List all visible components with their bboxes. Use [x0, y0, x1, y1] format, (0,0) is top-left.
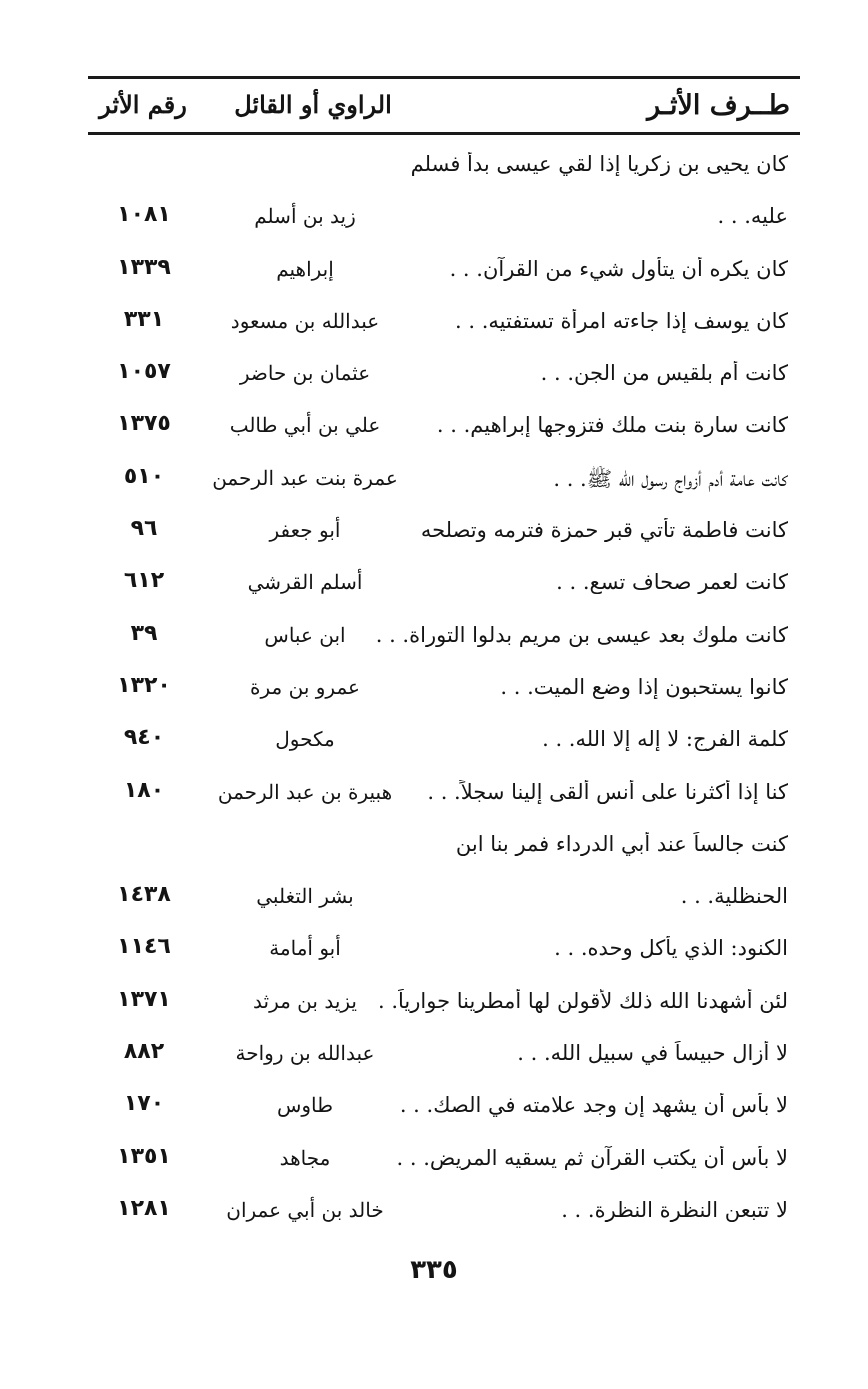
row-narrator: خالد بن أبي عمران [226, 1197, 384, 1222]
table-row [88, 977, 800, 1029]
row-text: كانت لعمر صحاف تسع. . . [556, 570, 788, 595]
table-row [88, 611, 800, 663]
row-narrator: زيد بن أسلم [254, 204, 356, 229]
row-number: ٥١٠ [123, 463, 165, 489]
row-narrator: مجاهد [279, 1145, 331, 1170]
row-number: ١٣٧١ [117, 986, 171, 1012]
top-rule [88, 76, 800, 79]
row-number: ٩٦ [130, 516, 158, 542]
row-text: كنا إذا أكثرنا على أنس ألقى إلينا سجلاً. . . [427, 779, 788, 804]
table-row [88, 245, 800, 297]
row-number: ١٧٠ [123, 1091, 165, 1117]
row-text: كانت عامة أدم أزواج رسول الله ﷺ. . . [553, 466, 788, 491]
row-narrator: عبدالله بن رواحة [235, 1041, 375, 1066]
row-text: لئن أشهدنا الله ذلك لأقولن لها أمطرينا جوارياً. . [378, 988, 788, 1013]
table-row [88, 1081, 800, 1133]
header-narrator-column: الراوي أو القائل [234, 90, 392, 119]
row-number: ١١٤٦ [117, 934, 171, 960]
row-narrator: يزيد بن مرثد [253, 988, 357, 1013]
row-number: ١٤٣٨ [117, 882, 171, 908]
row-narrator: عبدالله بن مسعود [230, 308, 380, 333]
table-row [88, 1134, 800, 1186]
header-text-column: طــرف الأثـر [647, 90, 790, 121]
row-narrator: ابن عباس [264, 622, 346, 647]
row-text: كانت سارة بنت ملك فتزوجها إبراهيم. . . [436, 413, 788, 438]
row-text: كانت ملوك بعد عيسى بن مريم بدلوا التوراة. . . [375, 622, 788, 647]
row-text: كنت جالساً عند أبي الدرداء فمر بنا ابن [455, 831, 788, 856]
row-number: ١٣٧٥ [117, 411, 171, 437]
table-row [88, 506, 800, 558]
table-row [88, 401, 800, 453]
row-number: ١٢٨١ [117, 1195, 171, 1221]
row-narrator: طاوس [276, 1093, 334, 1118]
row-text: لا بأس أن يكتب القرآن ثم يسقيه المريض. . . [396, 1145, 788, 1170]
row-text: عليه. . . [717, 204, 788, 229]
row-number: ٨٨٢ [123, 1039, 165, 1065]
row-text: لا بأس أن يشهد إن وجد علامته في الصك. . . [399, 1093, 788, 1118]
row-narrator: علي بن أبي طالب [229, 413, 381, 438]
table-body [88, 140, 800, 1238]
header-number-column: رقم الأثر [99, 90, 187, 119]
row-narrator: مكحول [275, 727, 335, 752]
row-narrator: بشر التغلبي [256, 884, 354, 909]
table-row [88, 1029, 800, 1081]
table-row [88, 715, 800, 767]
row-narrator: إبراهيم [276, 256, 334, 281]
table-row [88, 820, 800, 872]
page-number: ٣٣٥ [410, 1255, 458, 1285]
table-row [88, 768, 800, 820]
row-number: ٣٣١ [123, 306, 165, 332]
table-row [88, 192, 800, 244]
row-text: كلمة الفرج: لا إله إلا الله. . . [542, 727, 788, 752]
row-number: ١٣٣٩ [117, 254, 171, 280]
row-text: الكنود: الذي يأكل وحده. . . [554, 936, 788, 961]
table-row [88, 558, 800, 610]
row-text: الحنظلية. . . [680, 884, 788, 909]
row-text: لا تتبعن النظرة النظرة. . . [561, 1197, 788, 1222]
table-row [88, 349, 800, 401]
row-text: كان يوسف إذا جاءته امرأة تستفتيه. . . [455, 308, 788, 333]
table-row [88, 663, 800, 715]
row-number: ١٨٠ [123, 777, 165, 803]
table-row [88, 297, 800, 349]
row-number: ٦١٢ [123, 568, 165, 594]
table-header [88, 80, 800, 130]
row-number: ١٣٢٠ [117, 672, 171, 698]
row-text: كان يحيى بن زكريا إذا لقي عيسى بدأ فسلم [410, 152, 788, 176]
row-number: ١٣٥١ [117, 1143, 171, 1169]
row-number: ٣٩ [130, 620, 158, 646]
row-narrator: عمرو بن مرة [250, 674, 360, 699]
row-narrator: أبو جعفر [269, 518, 341, 543]
row-text: كان يكره أن يتأول شيء من القرآن. . . [449, 256, 788, 281]
row-narrator: هبيرة بن عبد الرحمن [217, 779, 393, 804]
row-narrator: أبو أمامة [269, 936, 341, 961]
table-row [88, 140, 800, 192]
row-narrator: عثمان بن حاضر [239, 361, 371, 386]
row-number: ٩٤٠ [123, 725, 165, 751]
row-number: ١٠٥٧ [117, 359, 171, 385]
row-text: كانت فاطمة تأتي قبر حمزة فترمه وتصلحه [420, 518, 788, 543]
header-rule [88, 132, 800, 135]
row-text: لا أزال حبيساً في سبيل الله. . . [517, 1041, 788, 1066]
table-row [88, 872, 800, 924]
row-narrator: أسلم القرشي [247, 570, 363, 595]
table-row [88, 454, 800, 506]
table-row [88, 1186, 800, 1238]
row-text: كانوا يستحبون إذا وضع الميت. . . [500, 674, 788, 699]
row-text: كانت أم بلقيس من الجن. . . [540, 361, 788, 386]
row-number: ١٠٨١ [117, 202, 171, 228]
table-row [88, 924, 800, 976]
row-narrator: عمرة بنت عبد الرحمن [212, 465, 398, 490]
